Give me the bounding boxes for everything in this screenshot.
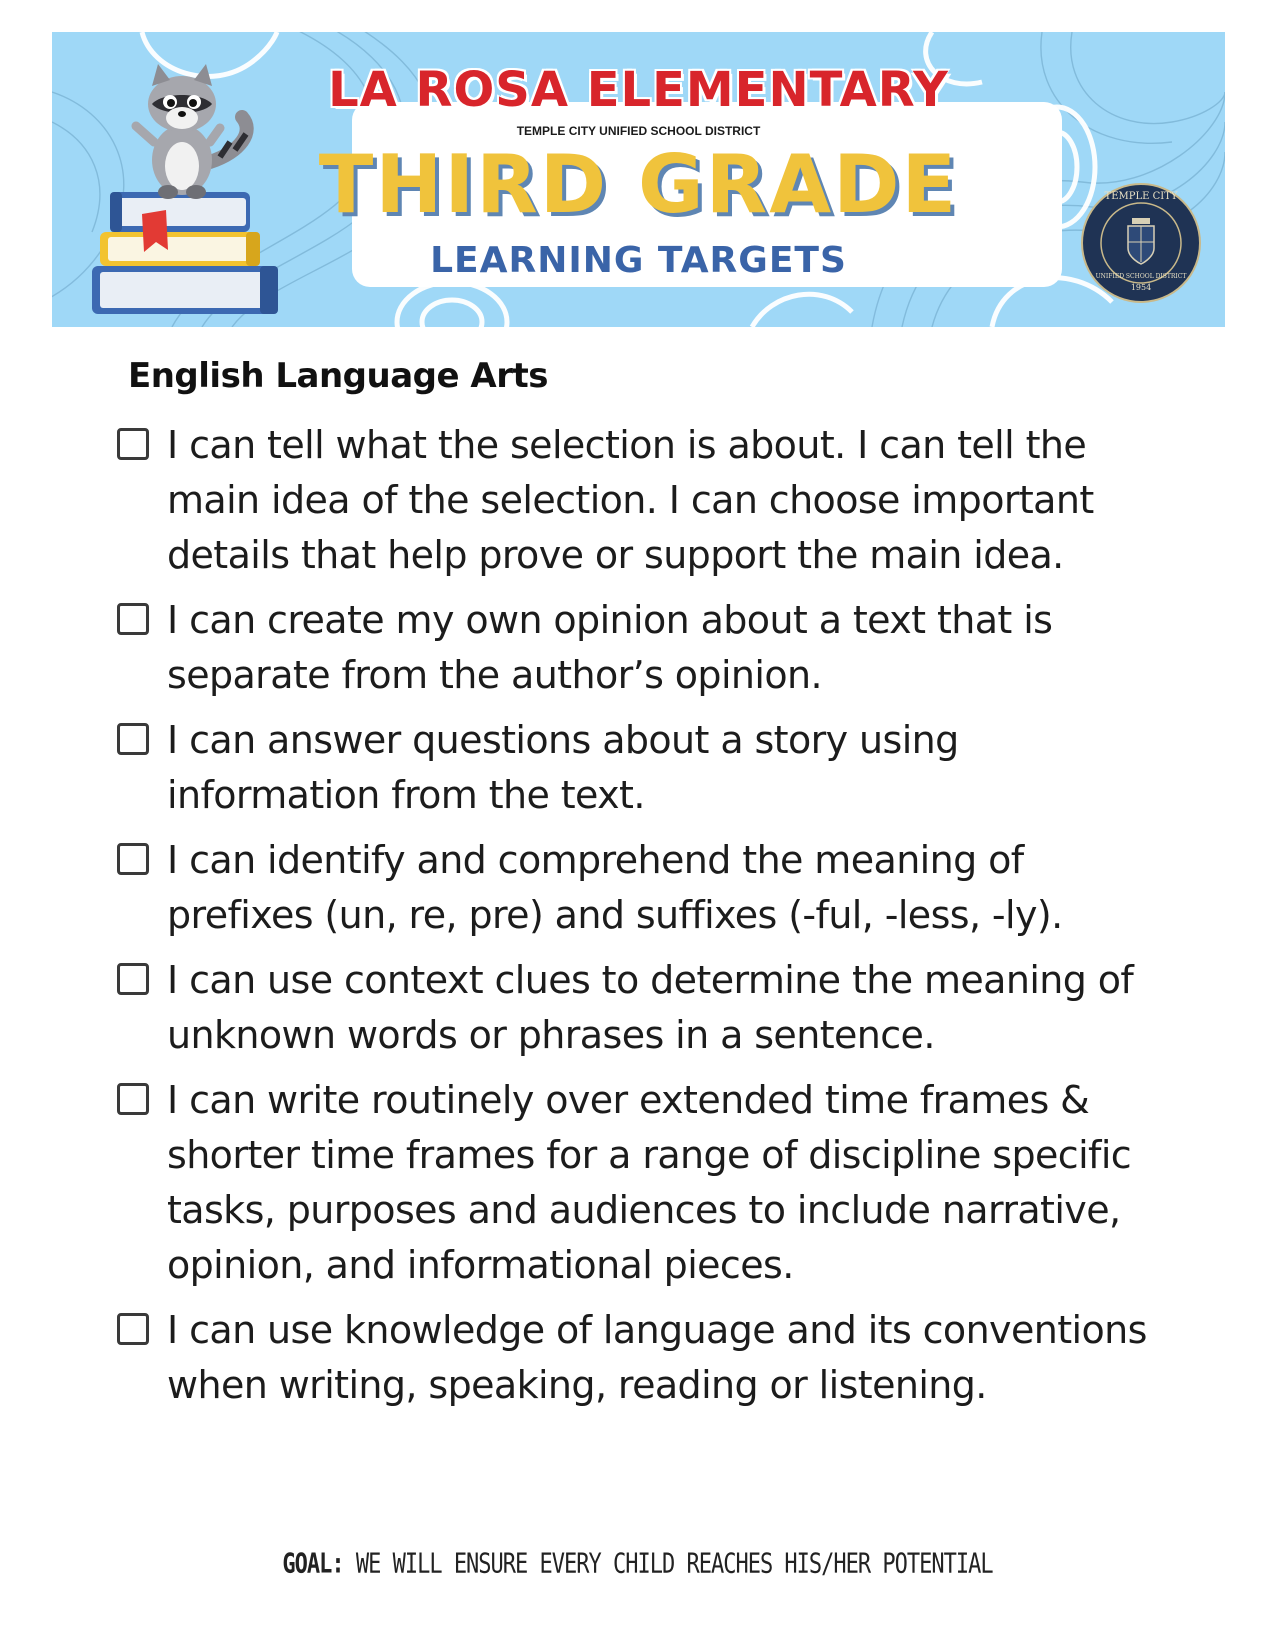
- list-item: [117, 833, 1177, 943]
- books-stack-icon: [92, 192, 278, 314]
- target-checkbox[interactable]: [117, 428, 149, 460]
- section-heading: English Language Arts: [128, 356, 548, 396]
- seal-year: 1954: [1130, 283, 1152, 292]
- learning-targets-list: [117, 418, 1177, 1423]
- grade-title: THIRD GRADE: [318, 138, 959, 231]
- seal-bottom-text: UNIFIED SCHOOL DISTRICT: [1095, 273, 1187, 280]
- target-checkbox[interactable]: [117, 1083, 149, 1115]
- target-text: I can create my own opinion about a text that is separate from the author’s opinion.: [167, 598, 1053, 697]
- list-item: [117, 713, 1177, 823]
- learning-targets-subtitle: LEARNING TARGETS: [430, 240, 847, 281]
- target-checkbox[interactable]: [117, 963, 149, 995]
- raccoon-books-icon: [70, 42, 320, 327]
- list-item: [117, 418, 1177, 583]
- header-banner: [52, 32, 1225, 327]
- district-name: TEMPLE CITY UNIFIED SCHOOL DISTRICT: [516, 124, 761, 138]
- target-text: I can identify and comprehend the meaning of prefixes (un, re, pre) and suffixes (-ful, -less, -ly).: [167, 838, 1063, 937]
- raccoon-mascot-icon: [136, 64, 247, 199]
- target-checkbox[interactable]: [117, 843, 149, 875]
- target-checkbox[interactable]: [117, 1313, 149, 1345]
- list-item: [117, 1303, 1177, 1413]
- target-checkbox[interactable]: [117, 723, 149, 755]
- goal-footer: [0, 1549, 1275, 1580]
- list-item: [117, 1073, 1177, 1293]
- target-checkbox[interactable]: [117, 603, 149, 635]
- list-item: [117, 953, 1177, 1063]
- target-text: I can write routinely over extended time frames & shorter time frames for a range of discipline specific tasks, purposes and audiences to include narrative, opinion, and informational pieces.: [167, 1078, 1132, 1287]
- target-text: I can use knowledge of language and its conventions when writing, speaking, reading or listening.: [167, 1308, 1147, 1407]
- list-item: [117, 593, 1177, 703]
- goal-text: WE WILL ENSURE EVERY CHILD REACHES HIS/HER POTENTIAL: [343, 1548, 993, 1581]
- district-seal-icon: [1080, 182, 1202, 304]
- target-text: I can use context clues to determine the meaning of unknown words or phrases in a sentence.: [167, 958, 1134, 1057]
- seal-top-text: TEMPLE CITY: [1104, 191, 1178, 202]
- target-text: I can answer questions about a story using information from the text.: [167, 718, 959, 817]
- goal-label: GOAL:: [282, 1548, 344, 1581]
- school-name: LA ROSA ELEMENTARY: [328, 62, 949, 118]
- target-text: I can tell what the selection is about. I can tell the main idea of the selection. I can choose important details that help prove or support the main idea.: [167, 423, 1094, 577]
